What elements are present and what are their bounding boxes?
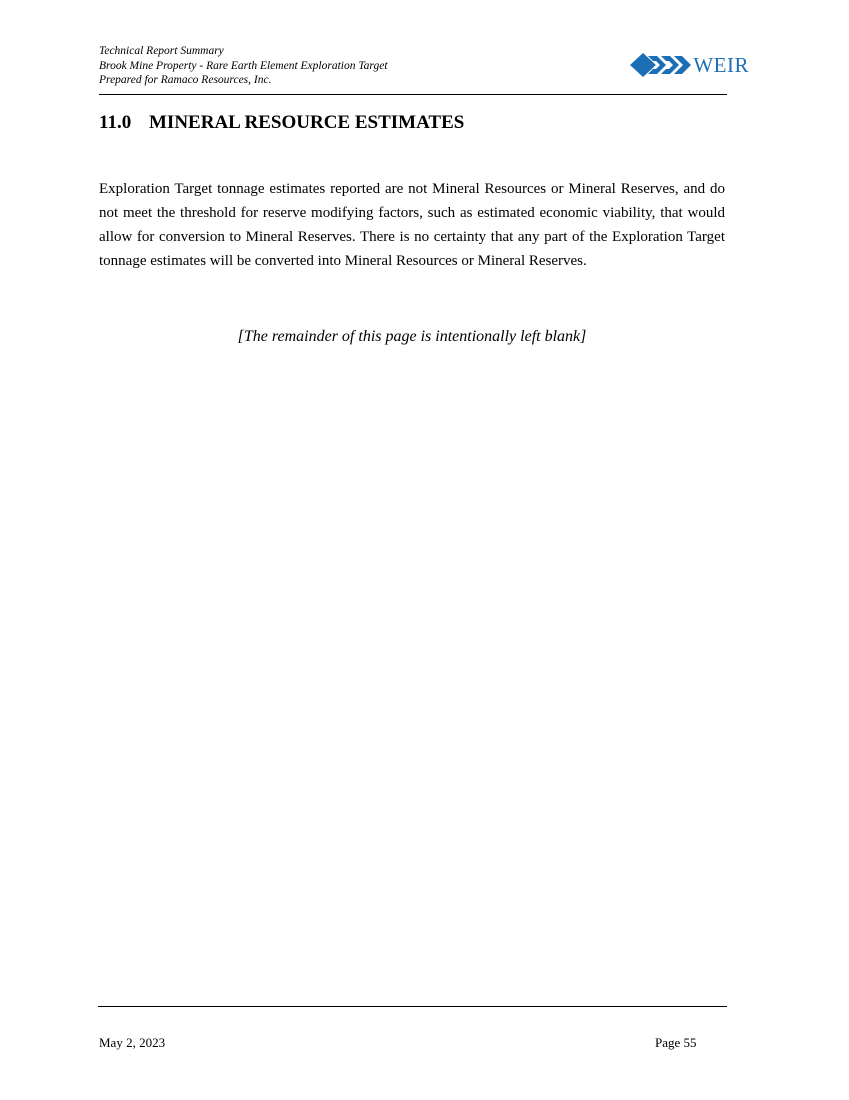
logo-wordmark: WEIR (693, 52, 749, 77)
footer-page-number: Page 55 (655, 1035, 697, 1050)
header-report-type: Technical Report Summary (99, 45, 224, 57)
header-text-block (99, 44, 388, 88)
weir-logo (630, 52, 749, 78)
section-title: MINERAL RESOURCE ESTIMATES (149, 112, 465, 133)
diamond-arrows-icon (630, 52, 692, 78)
section-number: 11.0 (99, 112, 132, 133)
body-paragraph: Exploration Target tonnage estimates reported are not Mineral Resources or Mineral Reserves, and do not meet the threshold for reserve modifying factors, such as estimated economic viability, that would allow for conversion to Mineral Reserves. There is no certainty that any part of the Exploration Target tonnage estimates will be converted into Mineral Resources or Mineral Reserves. (99, 181, 725, 269)
footer-date: May 2, 2023 (99, 1035, 166, 1050)
page-header (99, 44, 749, 95)
blank-page-note: [The remainder of this page is intentionally left blank] (237, 328, 587, 345)
section-heading (99, 112, 464, 134)
header-prepared-for: Prepared for Ramaco Resources, Inc. (99, 74, 272, 86)
footer-divider (98, 1006, 727, 1007)
header-property: Brook Mine Property - Rare Earth Element Exploration Target (99, 59, 388, 72)
